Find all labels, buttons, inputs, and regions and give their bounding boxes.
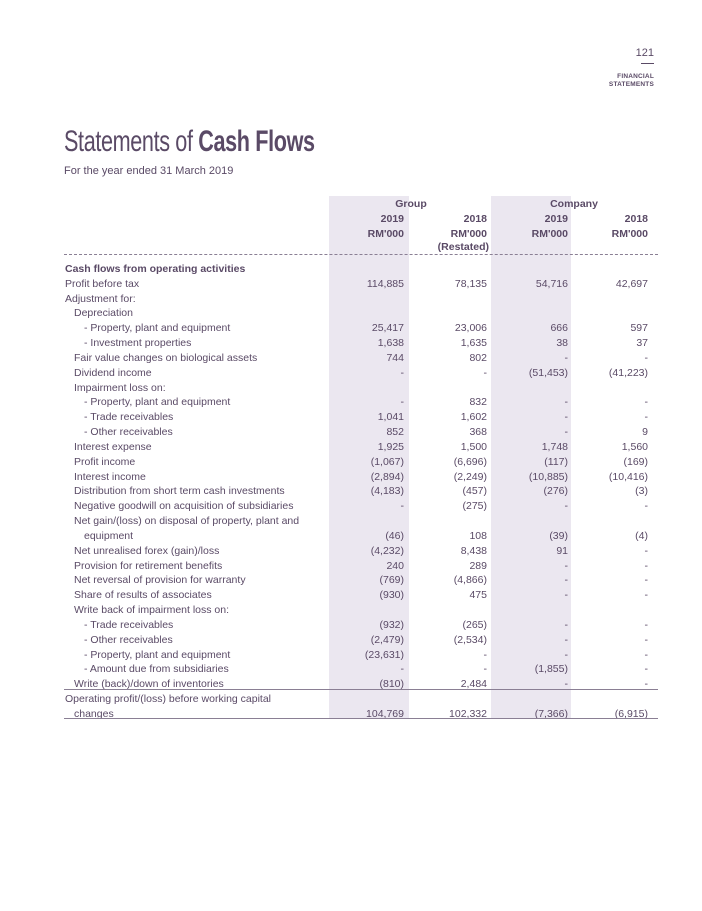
table-row xyxy=(64,514,658,529)
cell-value: 78,135 xyxy=(454,277,487,290)
cell-value: 8,438 xyxy=(460,544,487,557)
year-group-2019: 2019 xyxy=(380,213,404,225)
section-label-line2: STATEMENTS xyxy=(608,81,654,88)
cell-value: - xyxy=(564,633,568,646)
cell-value: - xyxy=(400,663,404,676)
cell-value: - xyxy=(564,351,568,364)
row-label: Distribution from short term cash investments xyxy=(74,485,285,498)
row-label: Write back of impairment loss on: xyxy=(74,604,230,617)
row-label: - Other receivables xyxy=(84,633,173,646)
cell-value: (117) xyxy=(544,455,568,468)
unit-group-2018: RM'000 xyxy=(450,228,487,240)
table-row xyxy=(64,529,658,544)
table-row xyxy=(64,692,658,707)
cell-value: - xyxy=(564,618,568,631)
cell-value: 475 xyxy=(469,589,487,602)
cell-value: 37 xyxy=(636,337,648,350)
row-label: Net gain/(loss) on disposal of property, plant and xyxy=(74,515,300,528)
cell-value: 744 xyxy=(386,351,404,364)
row-label: Profit before tax xyxy=(65,277,140,290)
cell-value: (39) xyxy=(549,529,568,542)
cell-value: - xyxy=(564,426,568,439)
page-title-bold: Cash Flows xyxy=(198,125,315,158)
cell-value: - xyxy=(400,500,404,513)
cell-value: (457) xyxy=(462,485,487,498)
cell-value: 832 xyxy=(469,396,487,409)
cell-value: - xyxy=(644,663,648,676)
cell-value: 1,635 xyxy=(460,337,487,350)
table-row xyxy=(64,292,658,307)
table-row xyxy=(64,603,658,618)
cell-value: (51,453) xyxy=(528,366,568,379)
group-header: Group xyxy=(395,198,427,210)
table-row xyxy=(64,277,658,292)
table-row xyxy=(64,336,658,351)
unit-company-2018: RM'000 xyxy=(611,228,648,240)
cell-value: - xyxy=(483,648,487,661)
row-label: Share of results of associates xyxy=(74,589,212,602)
cell-value: (6,915) xyxy=(614,707,648,720)
row-label: - Other receivables xyxy=(84,426,173,439)
cell-value: 1,748 xyxy=(541,440,568,453)
cell-value: 104,769 xyxy=(366,707,404,720)
cell-value: - xyxy=(644,648,648,661)
table-row xyxy=(64,366,658,381)
cell-value: - xyxy=(564,648,568,661)
cell-value: 289 xyxy=(469,559,487,572)
cell-value: (810) xyxy=(379,678,404,691)
cell-value: 2,484 xyxy=(460,678,487,691)
page-subtitle: For the year ended 31 March 2019 xyxy=(64,165,234,177)
cell-value: (3) xyxy=(635,485,648,498)
cell-value: (7,366) xyxy=(534,707,568,720)
page-number: 121 xyxy=(635,47,654,59)
row-label: Impairment loss on: xyxy=(74,381,166,394)
table-row xyxy=(64,410,658,425)
row-label: Net unrealised forex (gain)/loss xyxy=(74,544,220,557)
cell-value: 42,697 xyxy=(615,277,648,290)
table-row xyxy=(64,425,658,440)
cell-value: (2,894) xyxy=(370,470,404,483)
year-company-2018: 2018 xyxy=(624,213,648,225)
table-row xyxy=(64,618,658,633)
cell-value: (932) xyxy=(379,618,404,631)
cell-value: 91 xyxy=(556,544,568,557)
cell-value: - xyxy=(400,396,404,409)
row-label: - Trade receivables xyxy=(84,411,174,424)
year-company-2019: 2019 xyxy=(544,213,568,225)
cell-value: - xyxy=(644,574,648,587)
unit-group-2019: RM'000 xyxy=(367,228,404,240)
table-row xyxy=(64,306,658,321)
table-row xyxy=(64,351,658,366)
row-label: Fair value changes on biological assets xyxy=(74,351,258,364)
row-label: - Amount due from subsidiaries xyxy=(84,663,229,676)
cell-value: 666 xyxy=(550,322,568,335)
cell-value: (10,416) xyxy=(608,470,648,483)
page-title xyxy=(64,125,315,159)
cell-value: 23,006 xyxy=(454,322,487,335)
unit-company-2019: RM'000 xyxy=(531,228,568,240)
cell-value: (23,631) xyxy=(364,648,404,661)
cell-value: - xyxy=(483,366,487,379)
table-row xyxy=(64,499,658,514)
cell-value: (2,534) xyxy=(453,633,487,646)
cell-value: 240 xyxy=(386,559,404,572)
table-row xyxy=(64,662,658,677)
cell-value: 1,638 xyxy=(377,337,404,350)
cell-value: 852 xyxy=(386,426,404,439)
cell-value: (265) xyxy=(462,618,487,631)
cell-value: 25,417 xyxy=(371,322,404,335)
cell-value: - xyxy=(564,678,568,691)
cell-value: (276) xyxy=(543,485,568,498)
row-label: Provision for retirement benefits xyxy=(74,559,223,572)
cell-value: (4,183) xyxy=(370,485,404,498)
table-row xyxy=(64,559,658,574)
table-row xyxy=(64,381,658,396)
cell-value: 1,925 xyxy=(377,440,404,453)
cell-value: (769) xyxy=(379,574,404,587)
row-label: Dividend income xyxy=(74,366,152,379)
cell-value: - xyxy=(644,500,648,513)
table-row xyxy=(64,633,658,648)
section-label-line1: FINANCIAL xyxy=(617,73,654,80)
cell-value: - xyxy=(644,589,648,602)
row-label: Depreciation xyxy=(74,307,133,320)
subtotal-rule-top xyxy=(64,689,658,690)
restated-note: (Restated) xyxy=(437,241,489,253)
cell-value: - xyxy=(644,618,648,631)
cell-value: - xyxy=(564,500,568,513)
cell-value: - xyxy=(483,663,487,676)
table-row xyxy=(64,395,658,410)
section-label xyxy=(609,73,654,89)
cell-value: - xyxy=(644,678,648,691)
cell-value: - xyxy=(400,366,404,379)
cell-value: 9 xyxy=(642,426,648,439)
cash-flow-table xyxy=(64,262,658,722)
subtotal-rule-bottom xyxy=(64,718,658,719)
cell-value: (2,249) xyxy=(453,470,487,483)
table-row xyxy=(64,484,658,499)
cell-value: 114,885 xyxy=(366,277,404,290)
cell-value: - xyxy=(564,574,568,587)
row-label: - Property, plant and equipment xyxy=(84,322,231,335)
row-label: - Trade receivables xyxy=(84,618,174,631)
cell-value: 1,041 xyxy=(377,411,404,424)
cell-value: (4,866) xyxy=(453,574,487,587)
cell-value: (2,479) xyxy=(370,633,404,646)
cell-value: (930) xyxy=(379,589,404,602)
cell-value: (41,223) xyxy=(608,366,648,379)
cell-value: 1,560 xyxy=(621,440,648,453)
header-divider xyxy=(64,254,658,255)
cell-value: - xyxy=(644,351,648,364)
row-label: Negative goodwill on acquisition of subsidiaries xyxy=(74,500,294,513)
row-label: Write (back)/down of inventories xyxy=(74,678,224,691)
cell-value: 802 xyxy=(469,351,487,364)
cell-value: (4) xyxy=(635,529,648,542)
year-group-2018: 2018 xyxy=(463,213,487,225)
table-row xyxy=(64,321,658,336)
row-label: changes xyxy=(74,707,114,720)
cell-value: - xyxy=(644,411,648,424)
cell-value: - xyxy=(644,633,648,646)
table-row xyxy=(64,440,658,455)
cell-value: - xyxy=(564,396,568,409)
row-label: - Property, plant and equipment xyxy=(84,648,231,661)
table-row xyxy=(64,588,658,603)
table-row xyxy=(64,648,658,663)
cell-value: - xyxy=(644,559,648,572)
cell-value: - xyxy=(564,411,568,424)
cell-value: (1,855) xyxy=(534,663,568,676)
company-header: Company xyxy=(550,198,598,210)
page-title-light: Statements of xyxy=(64,125,193,158)
cell-value: - xyxy=(564,589,568,602)
row-label: Operating profit/(loss) before working capital xyxy=(65,693,272,706)
cell-value: 54,716 xyxy=(535,277,568,290)
table-row xyxy=(64,262,658,277)
table-row xyxy=(64,707,658,722)
row-label: Cash flows from operating activities xyxy=(65,263,246,275)
row-label: - Investment properties xyxy=(84,337,192,350)
table-row xyxy=(64,544,658,559)
cell-value: 108 xyxy=(469,529,487,542)
cell-value: (275) xyxy=(462,500,487,513)
row-label: Profit income xyxy=(74,455,136,468)
cell-value: (10,885) xyxy=(528,470,568,483)
cell-value: - xyxy=(644,396,648,409)
cell-value: (169) xyxy=(623,455,648,468)
table-row xyxy=(64,573,658,588)
cell-value: 368 xyxy=(469,426,487,439)
cell-value: (6,696) xyxy=(453,455,487,468)
cell-value: 1,602 xyxy=(460,411,487,424)
row-label: Net reversal of provision for warranty xyxy=(74,574,246,587)
table-row xyxy=(64,455,658,470)
row-label: Interest income xyxy=(74,470,146,483)
row-label: Interest expense xyxy=(74,440,152,453)
row-label: - Property, plant and equipment xyxy=(84,396,231,409)
cell-value: 1,500 xyxy=(460,440,487,453)
table-row xyxy=(64,470,658,485)
cell-value: 597 xyxy=(630,322,648,335)
cell-value: (4,232) xyxy=(370,544,404,557)
cell-value: 38 xyxy=(556,337,568,350)
cell-value: (1,067) xyxy=(370,455,404,468)
cell-value: - xyxy=(644,544,648,557)
cell-value: - xyxy=(564,559,568,572)
cell-value: 102,332 xyxy=(449,707,487,720)
row-label: Adjustment for: xyxy=(65,292,136,305)
row-label: equipment xyxy=(84,529,134,542)
page-number-rule xyxy=(641,63,654,64)
cell-value: (46) xyxy=(385,529,404,542)
